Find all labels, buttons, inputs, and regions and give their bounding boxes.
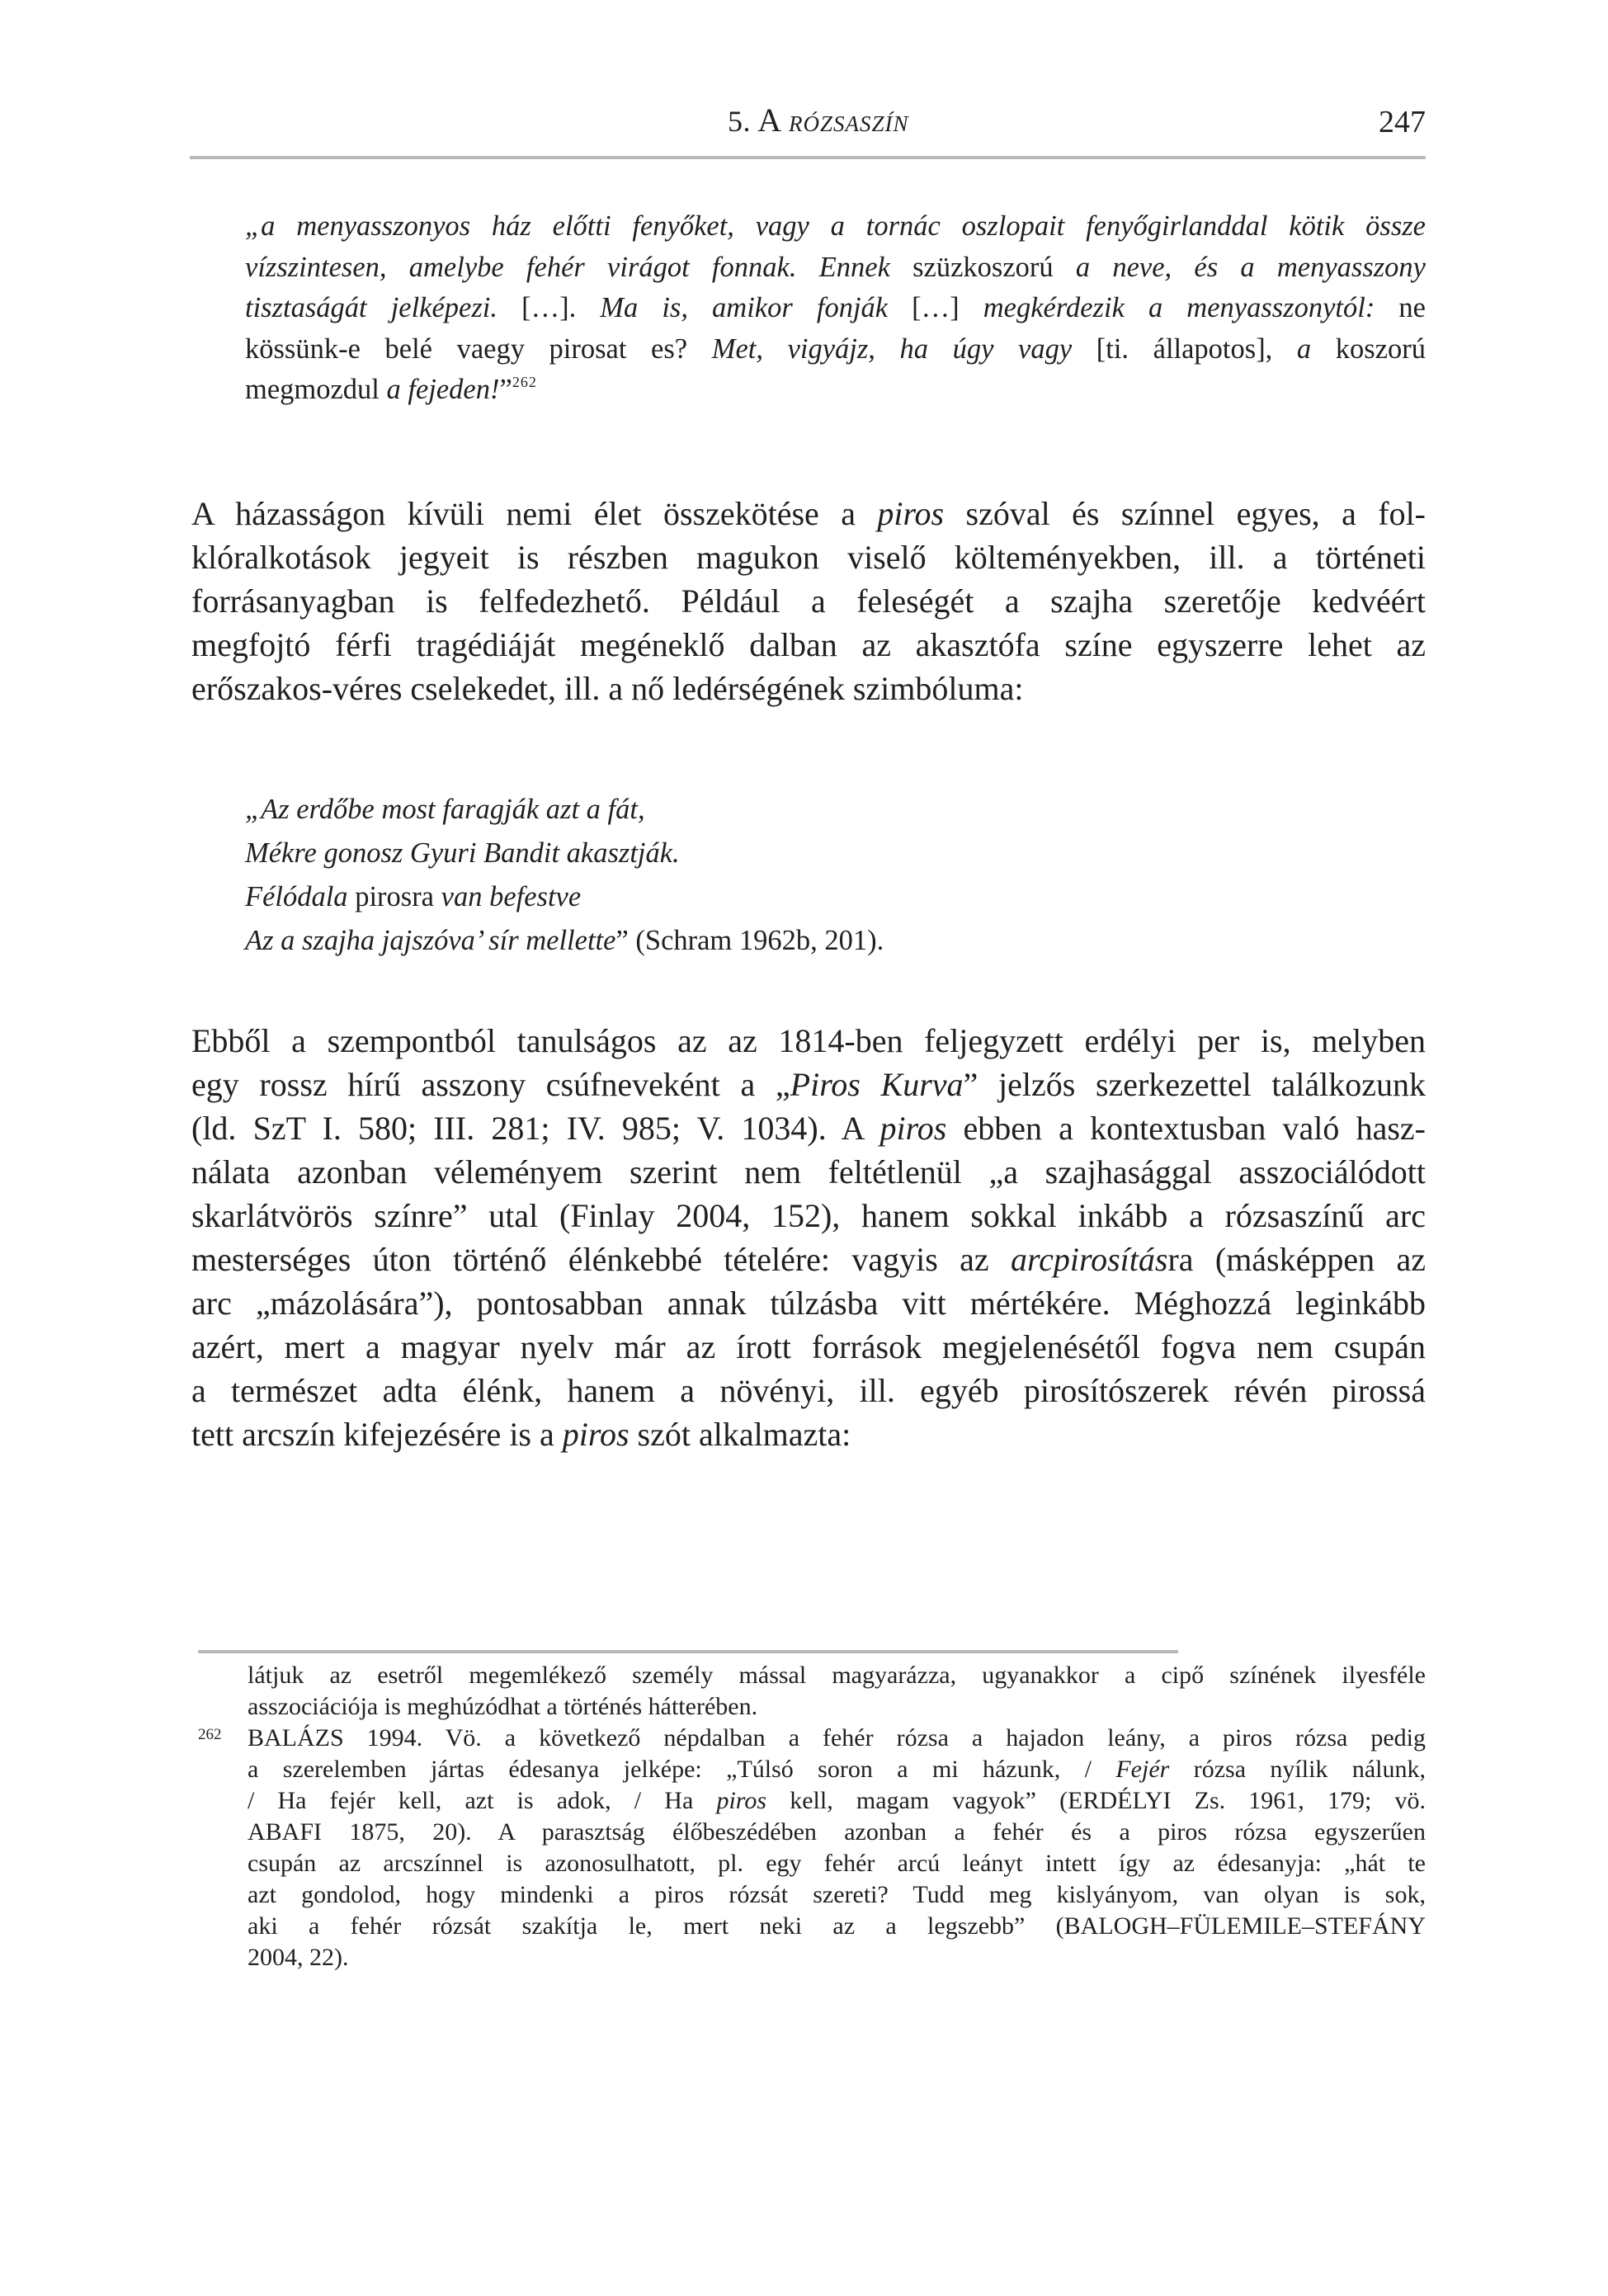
text-run: ” (Schram 1962b, 201). xyxy=(615,925,884,956)
verse-quote xyxy=(245,788,1070,963)
text-line xyxy=(191,623,1426,667)
italic-run: a fejeden! xyxy=(386,374,500,405)
text-run: rózsa nyílik nálunk, xyxy=(1169,1756,1426,1783)
text-line xyxy=(245,832,1070,875)
text-run: klóralkotások jegyeit is részben magukon viselő költeményekben, ill. a történeti xyxy=(191,539,1426,576)
block-quote xyxy=(245,206,1426,411)
running-header xyxy=(191,101,1426,142)
text-line xyxy=(248,1785,1426,1817)
chapter-title-smallcaps: RÓZSASZÍN xyxy=(788,111,909,136)
footnote-262 xyxy=(198,1723,1426,1973)
chapter-initial: A xyxy=(757,101,780,139)
italic-run: vízszintesen, amelybe fehér virágot fonnak. Ennek xyxy=(245,251,890,283)
text-run: / Ha fejér kell, azt is adok, / Ha xyxy=(248,1787,717,1814)
text-run: megmozdul xyxy=(245,374,387,405)
text-run: ” xyxy=(499,374,512,405)
italic-run: „Az erdőbe most faragják azt a fát, xyxy=(245,794,645,825)
text-run: ABAFI 1875, 20). A parasztság élőbeszédében azonban a fehér és a piros rózsa egyszerűen xyxy=(248,1818,1426,1846)
text-run: koszorú xyxy=(1311,332,1426,365)
text-run: ebben a kontextusban való hasz- xyxy=(946,1110,1426,1147)
text-line xyxy=(245,788,1070,832)
text-line xyxy=(248,1911,1426,1942)
text-line xyxy=(191,1281,1426,1325)
text-line xyxy=(248,1942,1426,1973)
chapter-number: 5. xyxy=(728,105,751,138)
text-line xyxy=(245,919,1070,963)
text-line xyxy=(245,329,1426,370)
italic-run: arcpirosítás xyxy=(1011,1241,1168,1278)
text-run: ne xyxy=(1375,292,1426,323)
text-line xyxy=(191,579,1426,623)
text-run: látjuk az esetről megemlékező személy mással magyarázza, ugyanakkor a cipő színének ilyesféle xyxy=(248,1662,1426,1689)
text-run: skarlátvörös színre” utal (Finlay 2004, 152), hanem sokkal inkább a rózsaszínű arc xyxy=(191,1197,1426,1234)
footnote-marker: 262 xyxy=(198,1726,222,1743)
chapter-title xyxy=(728,101,909,139)
text-line xyxy=(191,1369,1426,1412)
text-line xyxy=(191,667,1426,710)
italic-run: Ma is, amikor fonják xyxy=(600,292,889,323)
text-line xyxy=(191,1238,1426,1281)
text-run: Ebből a szempontból tanulságos az az 1814-ben feljegyzett erdélyi per is, melyben xyxy=(191,1022,1426,1059)
text-line xyxy=(248,1817,1426,1848)
text-line xyxy=(245,875,1070,919)
text-line xyxy=(191,492,1426,535)
italic-run: „a menyasszonyos ház előtti fenyőket, vagy a tornác oszlopait fenyőgirlanddal kötik össze xyxy=(245,210,1426,242)
italic-run: piros xyxy=(879,1110,947,1147)
text-run: azért, mert a magyar nyelv már az írott források megjelenésétől fogva nem csupán xyxy=(191,1328,1426,1365)
text-run: [ti. állapotos], xyxy=(1072,332,1297,365)
text-run: a szerelemben jártas édesanya jelképe: „Túlsó soron a mi házunk, / xyxy=(248,1756,1116,1783)
text-run: […] xyxy=(888,292,983,323)
text-run: kell, magam vagyok” (ERDÉLYI Zs. 1961, 179; vö. xyxy=(766,1787,1426,1814)
page-number: 247 xyxy=(1379,105,1426,139)
italic-run: piros xyxy=(562,1416,630,1453)
text-run: mesterséges úton történő élénkebbé tételére: vagyis az xyxy=(191,1241,1011,1278)
text-run: tett arcszín kifejezésére is a xyxy=(191,1416,563,1453)
text-run: egy rossz hírű asszony csúfneveként a „ xyxy=(191,1066,790,1103)
footnote-divider xyxy=(198,1650,1178,1653)
italic-run: Az a szajha jajszóva’ sír mellette xyxy=(245,925,616,956)
italic-run: a xyxy=(1296,332,1312,365)
text-run: megfojtó férfi tragédiáját megéneklő dalban az akasztófa színe egyszerre lehet az xyxy=(191,626,1426,663)
text-line xyxy=(191,1194,1426,1238)
italic-run: a neve, és a menyasszony xyxy=(1075,251,1426,283)
body-paragraph-1 xyxy=(191,492,1426,710)
italic-run: Félódala xyxy=(245,881,348,912)
text-run: (ld. SzT I. 580; III. 281; IV. 985; V. 1034). A xyxy=(191,1110,880,1147)
text-line xyxy=(248,1848,1426,1879)
text-line xyxy=(245,370,1426,411)
text-line xyxy=(191,1063,1426,1106)
text-line xyxy=(248,1691,1426,1723)
text-line xyxy=(248,1723,1426,1754)
text-line xyxy=(191,1019,1426,1063)
header-divider xyxy=(190,156,1426,159)
text-line xyxy=(191,1150,1426,1194)
text-run: […]. xyxy=(497,292,601,323)
text-run: szót alkalmazta: xyxy=(629,1416,851,1453)
text-run: asszociációja is meghúzódhat a történés hátterében. xyxy=(248,1693,758,1720)
text-line xyxy=(191,1412,1426,1456)
text-line xyxy=(245,248,1426,289)
text-run: szüzkoszorú xyxy=(889,251,1076,283)
text-line xyxy=(191,535,1426,579)
text-line xyxy=(248,1660,1426,1691)
text-run: ” jelzős szerkezettel találkozunk xyxy=(963,1066,1426,1103)
italic-run: tisztaságát jelképezi. xyxy=(245,292,498,323)
italic-run: Piros Kurva xyxy=(790,1066,964,1103)
italic-run: megkérdezik a menyasszonytól: xyxy=(983,292,1375,323)
italic-run: van befestve xyxy=(441,881,582,912)
text-run: szóval és színnel egyes, a fol- xyxy=(944,495,1426,532)
italic-run: piros xyxy=(716,1787,767,1814)
text-line xyxy=(191,1106,1426,1150)
text-run: A házasságon kívüli nemi élet összekötése a xyxy=(191,495,878,532)
italic-run: piros xyxy=(877,495,945,532)
footnote-reference[interactable]: 262 xyxy=(512,374,537,390)
text-run: 2004, 22). xyxy=(248,1944,349,1971)
text-run: ra (másképpen az xyxy=(1167,1241,1426,1278)
text-line xyxy=(191,1325,1426,1369)
text-line xyxy=(248,1879,1426,1911)
footnote-continued xyxy=(198,1660,1426,1723)
text-line xyxy=(245,206,1426,248)
text-run: azt gondolod, hogy mindenki a piros rózsát szereti? Tudd meg kislyányom, van olyan is sok, xyxy=(248,1881,1426,1908)
text-line xyxy=(248,1754,1426,1785)
text-run: arc „mázolására”), pontosabban annak túlzásba vitt mértékére. Méghozzá leginkább xyxy=(191,1285,1426,1322)
italic-run: Fejér xyxy=(1115,1756,1170,1783)
text-run: csupán az arcszínnel is azonosulhatott, pl. egy fehér arcú leányt intett így az édesanyja: „hát te xyxy=(248,1850,1426,1877)
footnote-262-text xyxy=(248,1723,1426,1973)
body-paragraph-2 xyxy=(191,1019,1426,1456)
text-run: pirosra xyxy=(347,881,441,912)
text-run: aki a fehér rózsát szakítja le, mert neki az a legszebb” (BALOGH–FÜLEMILE–STEFÁNY xyxy=(248,1912,1426,1940)
text-run: BALÁZS 1994. Vö. a következő népdalban a fehér rózsa a hajadon leány, a piros rózsa pedig xyxy=(248,1724,1426,1751)
footnotes xyxy=(198,1660,1426,1973)
text-run: forrásanyagban is felfedezhető. Például a feleségét a szajha szeretője kedvéért xyxy=(191,582,1426,620)
italic-run: Mékre gonosz Gyuri Bandit akasztják. xyxy=(245,837,680,869)
text-run: kössünk-e belé vaegy pirosat es? xyxy=(245,332,712,365)
text-run: nálata azonban véleményem szerint nem feltétlenül „a szajhasággal asszociálódott xyxy=(191,1153,1426,1190)
text-run: a természet adta élénk, hanem a növényi, ill. egyéb pirosítószerek révén pirossá xyxy=(191,1372,1426,1409)
text-run: erőszakos-véres cselekedet, ill. a nő ledérségének szimbóluma: xyxy=(191,670,1024,707)
italic-run: Met, vigyájz, ha úgy vagy xyxy=(711,332,1073,365)
text-line xyxy=(245,288,1426,329)
